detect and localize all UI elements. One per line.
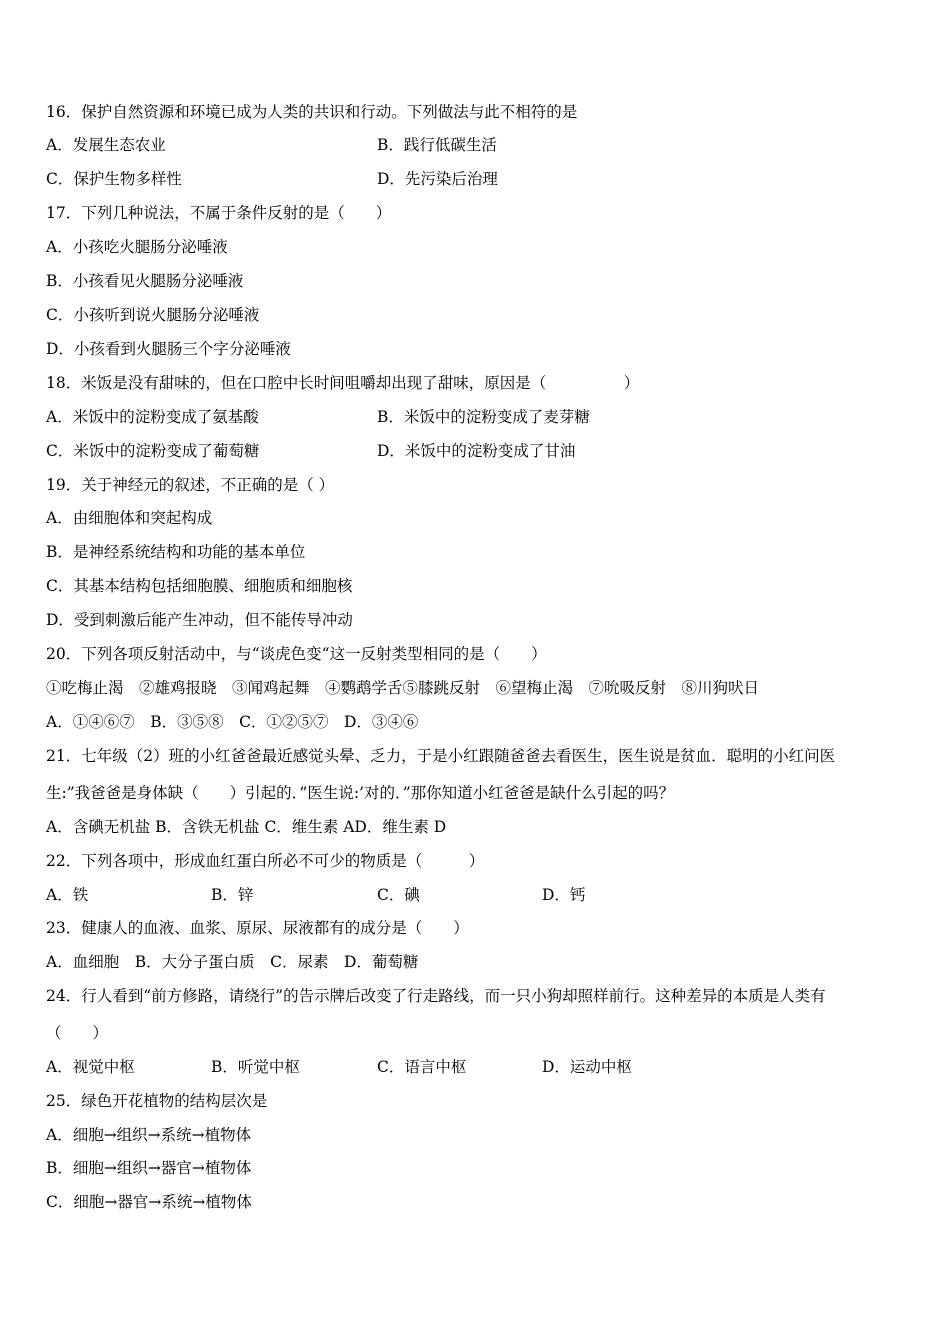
- question-24-stem: 24．行人看到“前方修路，请绕行”的告示牌后改变了行走路线，而一只小狗却照样前行。这种差异的本质是人类有: [46, 987, 826, 1005]
- option-24-d: D．运动中枢: [542, 1058, 632, 1076]
- options-21: A．含碘无机盐 B．含铁无机盐 C．维生素 AD．维生素 D: [46, 818, 447, 836]
- option-25-a: A．细胞→组织→系统→植物体: [46, 1126, 252, 1144]
- question-24-line2: （ ）: [46, 1024, 109, 1042]
- question-22-stem: 22．下列各项中，形成血红蛋白所必不可少的物质是（ ）: [46, 852, 485, 870]
- question-18-stem: 18．米饭是没有甜味的，但在口腔中长时间咀嚼却出现了甜味，原因是（ ）: [46, 374, 640, 392]
- question-25-stem: 25．绿色开花植物的结构层次是: [46, 1092, 268, 1110]
- question-23-stem: 23．健康人的血液、血浆、原尿、尿液都有的成分是（ ）: [46, 919, 469, 937]
- option-24-a: A．视觉中枢: [46, 1058, 135, 1076]
- option-16-c: C．保护生物多样性: [46, 170, 182, 188]
- option-18-a: A．米饭中的淀粉变成了氨基酸: [46, 408, 259, 426]
- option-19-d: D．受到刺激后能产生冲动，但不能传导冲动: [46, 611, 353, 629]
- options-23: A．血细胞 B．大分子蛋白质 C．尿素 D．葡萄糖: [46, 953, 419, 971]
- option-19-c: C．其基本结构包括细胞膜、细胞质和细胞核: [46, 577, 353, 595]
- option-17-d: D．小孩看到火腿肠三个字分泌唾液: [46, 340, 291, 358]
- option-25-b: B．细胞→组织→器官→植物体: [46, 1159, 252, 1177]
- option-16-d: D．先污染后治理: [377, 170, 498, 188]
- option-18-b: B．米饭中的淀粉变成了麦芽糖: [377, 408, 590, 426]
- option-25-c: C．细胞→器官→系统→植物体: [46, 1193, 252, 1211]
- question-21-line2: 生:”我爸爸是身体缺（ ）引起的．”医生说:’对的．”那你知道小红爸爸是缺什么引起的吗？: [46, 784, 675, 802]
- options-20: A．①④⑥⑦ B．③⑤⑧ C．①②⑤⑦ D．③④⑥: [46, 713, 419, 731]
- question-16-stem: 16．保护自然资源和环境已成为人类的共识和行动。下列做法与此不相符的是: [46, 103, 578, 121]
- option-19-a: A．由细胞体和突起构成: [46, 509, 213, 527]
- question-19-stem: 19．关于神经元的叙述，不正确的是（ ）: [46, 476, 335, 494]
- question-20-stem: 20．下列各项反射活动中，与“谈虎色变“这一反射类型相同的是（ ）: [46, 645, 547, 663]
- option-16-a: A．发展生态农业: [46, 136, 166, 154]
- option-19-b: B．是神经系统结构和功能的基本单位: [46, 543, 306, 561]
- option-22-a: A．铁: [46, 886, 89, 904]
- option-16-b: B．践行低碳生活: [377, 136, 497, 154]
- option-17-b: B．小孩看见火腿肠分泌唾液: [46, 272, 244, 290]
- question-17-stem: 17．下列几种说法，不属于条件反射的是（ ）: [46, 204, 392, 222]
- option-22-b: B．锌: [211, 886, 254, 904]
- option-22-c: C．碘: [377, 886, 420, 904]
- option-18-c: C．米饭中的淀粉变成了葡萄糖: [46, 442, 260, 460]
- option-24-b: B．听觉中枢: [211, 1058, 300, 1076]
- question-20-items: ①吃梅止渴 ②雄鸡报晓 ③闻鸡起舞 ④鹦鹉学舌⑤膝跳反射 ⑥望梅止渴 ⑦吮吸反射 ⑧川狗吠日: [46, 679, 760, 697]
- option-24-c: C．语言中枢: [377, 1058, 467, 1076]
- option-18-d: D．米饭中的淀粉变成了甘油: [377, 442, 576, 460]
- option-22-d: D．钙: [542, 886, 586, 904]
- question-21-stem: 21．七年级（2）班的小红爸爸最近感觉头晕、乏力，于是小红跟随爸爸去看医生，医生说是贫血．聪明的小红问医: [46, 747, 836, 765]
- option-17-a: A．小孩吃火腿肠分泌唾液: [46, 238, 228, 256]
- option-17-c: C．小孩听到说火腿肠分泌唾液: [46, 306, 260, 324]
